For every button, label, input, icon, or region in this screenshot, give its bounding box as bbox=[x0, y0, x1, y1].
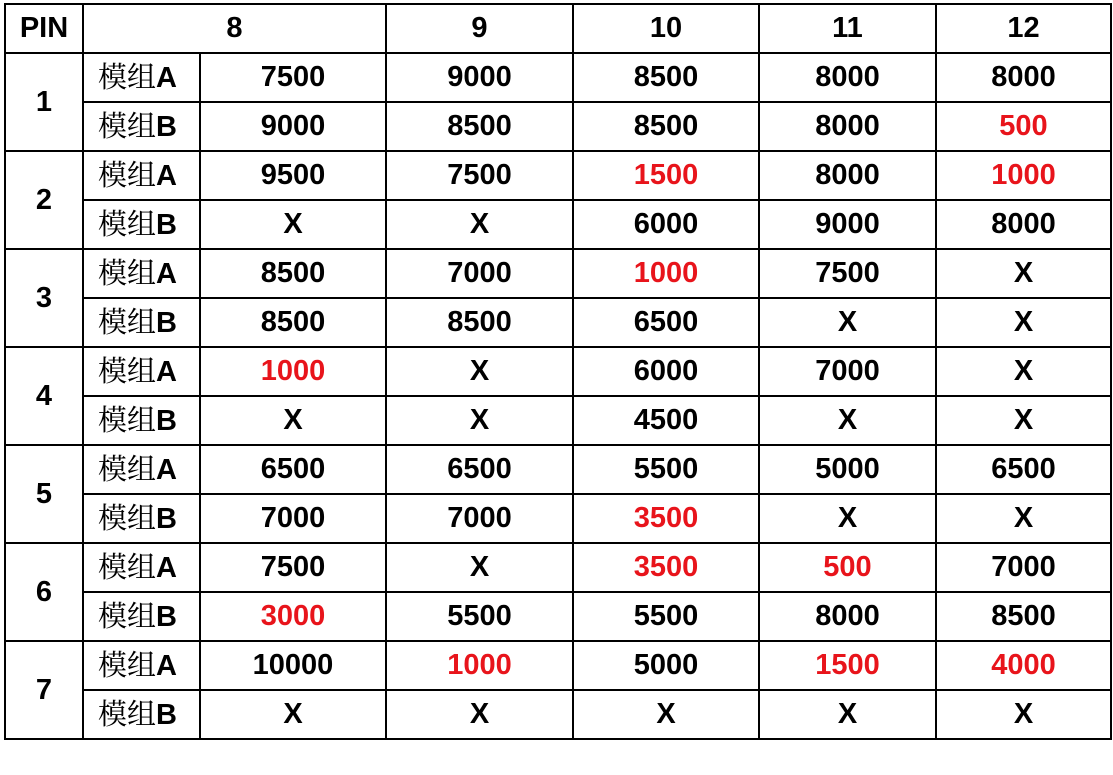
value-cell: 6000 bbox=[573, 347, 759, 396]
module-prefix: 模组 bbox=[98, 696, 157, 731]
module-letter: B bbox=[156, 502, 177, 535]
module-letter: B bbox=[156, 208, 177, 241]
value-cell: 9000 bbox=[200, 102, 386, 151]
table-row bbox=[5, 641, 1111, 690]
module-prefix: 模组 bbox=[98, 108, 157, 143]
value-cell: 1000 bbox=[200, 347, 386, 396]
module-prefix: 模组 bbox=[98, 500, 157, 535]
value-cell: X bbox=[200, 200, 386, 249]
module-label bbox=[83, 592, 200, 641]
table-row bbox=[5, 151, 1111, 200]
module-label bbox=[83, 249, 200, 298]
value-cell: X bbox=[759, 396, 936, 445]
value-cell: 5500 bbox=[573, 592, 759, 641]
table-row bbox=[5, 445, 1111, 494]
table-row bbox=[5, 543, 1111, 592]
pin-header: PIN bbox=[5, 4, 83, 53]
value-cell: X bbox=[386, 690, 573, 739]
value-cell: 10000 bbox=[200, 641, 386, 690]
value-cell: 5000 bbox=[759, 445, 936, 494]
module-letter: A bbox=[156, 257, 177, 290]
value-cell: 7000 bbox=[936, 543, 1111, 592]
value-cell: 7500 bbox=[200, 53, 386, 102]
value-cell: X bbox=[759, 494, 936, 543]
value-cell: 8500 bbox=[573, 53, 759, 102]
value-cell: 6500 bbox=[573, 298, 759, 347]
value-cell: 8000 bbox=[759, 151, 936, 200]
module-label bbox=[83, 200, 200, 249]
table-body bbox=[5, 53, 1111, 739]
module-letter: A bbox=[156, 355, 177, 388]
value-cell: 7500 bbox=[759, 249, 936, 298]
table-row bbox=[5, 494, 1111, 543]
value-cell: 7500 bbox=[386, 151, 573, 200]
module-letter: A bbox=[156, 159, 177, 192]
module-letter: A bbox=[156, 649, 177, 682]
value-cell: 1000 bbox=[573, 249, 759, 298]
value-cell: 500 bbox=[759, 543, 936, 592]
module-prefix: 模组 bbox=[98, 353, 157, 388]
table-row bbox=[5, 592, 1111, 641]
column-header: 10 bbox=[573, 4, 759, 53]
value-cell: X bbox=[936, 396, 1111, 445]
table-row bbox=[5, 200, 1111, 249]
module-label bbox=[83, 53, 200, 102]
pin-number: 6 bbox=[5, 543, 83, 641]
module-prefix: 模组 bbox=[98, 647, 157, 682]
value-cell: 6000 bbox=[573, 200, 759, 249]
value-cell: X bbox=[573, 690, 759, 739]
value-cell: 7000 bbox=[759, 347, 936, 396]
module-label bbox=[83, 641, 200, 690]
pin-number: 1 bbox=[5, 53, 83, 151]
value-cell: 1500 bbox=[759, 641, 936, 690]
value-cell: 5500 bbox=[386, 592, 573, 641]
module-label bbox=[83, 298, 200, 347]
pin-number: 3 bbox=[5, 249, 83, 347]
value-cell: 1000 bbox=[936, 151, 1111, 200]
module-prefix: 模组 bbox=[98, 549, 157, 584]
value-cell: X bbox=[386, 543, 573, 592]
value-cell: X bbox=[386, 347, 573, 396]
module-letter: A bbox=[156, 453, 177, 486]
value-cell: 9000 bbox=[759, 200, 936, 249]
value-cell: 8000 bbox=[936, 200, 1111, 249]
module-prefix: 模组 bbox=[98, 206, 157, 241]
value-cell: 4000 bbox=[936, 641, 1111, 690]
value-cell: 9500 bbox=[200, 151, 386, 200]
table-row bbox=[5, 347, 1111, 396]
module-label bbox=[83, 494, 200, 543]
module-label bbox=[83, 396, 200, 445]
module-label bbox=[83, 102, 200, 151]
module-label bbox=[83, 151, 200, 200]
module-letter: B bbox=[156, 306, 177, 339]
value-cell: 8500 bbox=[200, 249, 386, 298]
module-label bbox=[83, 445, 200, 494]
value-cell: X bbox=[200, 396, 386, 445]
value-cell: 8500 bbox=[573, 102, 759, 151]
value-cell: 8000 bbox=[936, 53, 1111, 102]
value-cell: X bbox=[936, 690, 1111, 739]
value-cell: 500 bbox=[936, 102, 1111, 151]
table-row bbox=[5, 53, 1111, 102]
module-letter: A bbox=[156, 551, 177, 584]
value-cell: 9000 bbox=[386, 53, 573, 102]
column-header: 8 bbox=[83, 4, 386, 53]
module-prefix: 模组 bbox=[98, 598, 157, 633]
module-letter: B bbox=[156, 698, 177, 731]
table-row bbox=[5, 298, 1111, 347]
value-cell: X bbox=[386, 200, 573, 249]
value-cell: X bbox=[936, 249, 1111, 298]
pin-number: 7 bbox=[5, 641, 83, 739]
value-cell: X bbox=[200, 690, 386, 739]
value-cell: 4500 bbox=[573, 396, 759, 445]
value-cell: 3500 bbox=[573, 494, 759, 543]
module-label bbox=[83, 690, 200, 739]
value-cell: X bbox=[936, 494, 1111, 543]
value-cell: 7000 bbox=[386, 249, 573, 298]
column-header: 12 bbox=[936, 4, 1111, 53]
module-prefix: 模组 bbox=[98, 255, 157, 290]
module-letter: B bbox=[156, 404, 177, 437]
value-cell: 7500 bbox=[200, 543, 386, 592]
pin-data-table bbox=[4, 3, 1112, 740]
module-prefix: 模组 bbox=[98, 451, 157, 486]
value-cell: 8500 bbox=[200, 298, 386, 347]
value-cell: 8500 bbox=[936, 592, 1111, 641]
value-cell: 6500 bbox=[936, 445, 1111, 494]
module-label bbox=[83, 543, 200, 592]
pin-number: 4 bbox=[5, 347, 83, 445]
module-prefix: 模组 bbox=[98, 157, 157, 192]
value-cell: 3500 bbox=[573, 543, 759, 592]
table-row bbox=[5, 690, 1111, 739]
module-label bbox=[83, 347, 200, 396]
value-cell: 6500 bbox=[386, 445, 573, 494]
value-cell: X bbox=[936, 347, 1111, 396]
value-cell: 8000 bbox=[759, 53, 936, 102]
value-cell: X bbox=[386, 396, 573, 445]
column-header: 11 bbox=[759, 4, 936, 53]
module-letter: A bbox=[156, 61, 177, 94]
module-prefix: 模组 bbox=[98, 402, 157, 437]
value-cell: 8500 bbox=[386, 102, 573, 151]
value-cell: 7000 bbox=[386, 494, 573, 543]
column-header: 9 bbox=[386, 4, 573, 53]
value-cell: 3000 bbox=[200, 592, 386, 641]
module-letter: B bbox=[156, 110, 177, 143]
table-row bbox=[5, 102, 1111, 151]
value-cell: 8500 bbox=[386, 298, 573, 347]
header-row bbox=[5, 4, 1111, 53]
value-cell: 1500 bbox=[573, 151, 759, 200]
module-letter: B bbox=[156, 600, 177, 633]
pin-number: 2 bbox=[5, 151, 83, 249]
value-cell: 5500 bbox=[573, 445, 759, 494]
table-row bbox=[5, 396, 1111, 445]
module-prefix: 模组 bbox=[98, 59, 157, 94]
value-cell: 5000 bbox=[573, 641, 759, 690]
pin-number: 5 bbox=[5, 445, 83, 543]
value-cell: X bbox=[759, 690, 936, 739]
value-cell: 6500 bbox=[200, 445, 386, 494]
value-cell: 7000 bbox=[200, 494, 386, 543]
value-cell: 8000 bbox=[759, 592, 936, 641]
value-cell: 8000 bbox=[759, 102, 936, 151]
module-prefix: 模组 bbox=[98, 304, 157, 339]
value-cell: X bbox=[936, 298, 1111, 347]
value-cell: X bbox=[759, 298, 936, 347]
table-row bbox=[5, 249, 1111, 298]
value-cell: 1000 bbox=[386, 641, 573, 690]
